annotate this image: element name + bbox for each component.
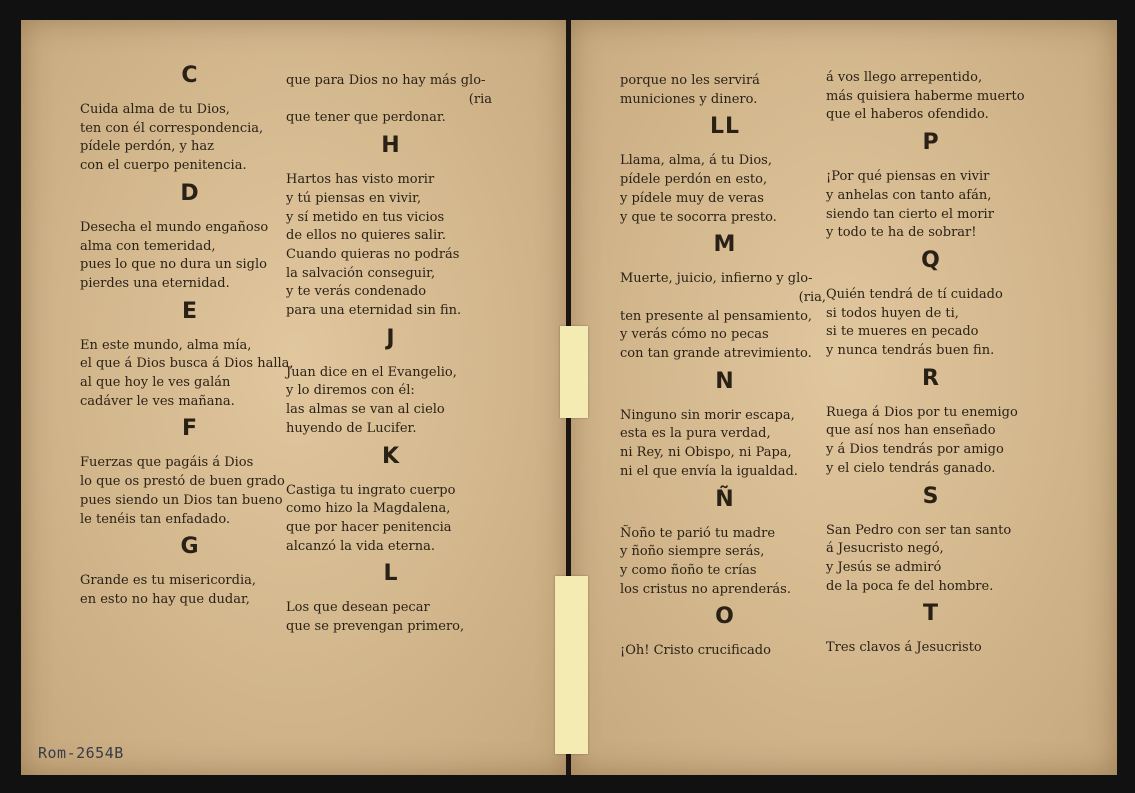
verse xyxy=(826,69,1036,125)
verse-line: Cuando quieras no podrás xyxy=(286,246,460,262)
verse-line: que el haberos ofendido. xyxy=(826,107,989,123)
verse-line: con el cuerpo penitencia. xyxy=(80,158,247,174)
verse-line: que para Dios no hay más glo- xyxy=(286,73,486,88)
verse xyxy=(620,152,830,227)
verse-line: y nunca tendrás buen fin. xyxy=(826,343,995,359)
right-column-1 xyxy=(620,72,830,661)
stanza-letter: N xyxy=(715,368,735,394)
verse-line: Juan dice en el Evangelio, xyxy=(286,364,457,380)
verse xyxy=(80,572,300,609)
verse-line: para una eternidad sin fin. xyxy=(286,303,462,319)
verse-line: las almas se van al cielo xyxy=(286,402,445,418)
verse-line: alma con temeridad, xyxy=(80,238,216,254)
verse-line: lo que os prestó de buen grado xyxy=(80,474,285,490)
verse-line: esta es la pura verdad, xyxy=(620,426,771,442)
verse-line: que se prevengan primero, xyxy=(286,619,465,635)
stanza-letter: E xyxy=(181,298,199,324)
verse-line: con tan grande atrevimiento. xyxy=(620,346,812,362)
verse-line: ten con él correspondencia, xyxy=(80,120,264,136)
verse xyxy=(620,642,830,661)
verse-line: y sí metido en tus vicios xyxy=(286,209,445,225)
verse-line: más quisiera haberme muerto xyxy=(826,88,1025,104)
tape-strip-top xyxy=(560,326,588,418)
verse-line: si todos huyen de ti, xyxy=(826,305,959,321)
verse-line: pues lo que no dura un siglo xyxy=(80,257,267,273)
verse-line: ni Rey, ni Obispo, ni Papa, xyxy=(620,445,792,461)
verse xyxy=(826,639,1036,658)
stanza-letter: M xyxy=(713,232,737,258)
verse-line: Grande es tu misericordia, xyxy=(80,573,257,589)
verse-line: en esto no hay que dudar, xyxy=(80,591,250,607)
verse-line: y ñoño siempre serás, xyxy=(620,544,765,560)
verse xyxy=(80,101,300,176)
verse xyxy=(826,286,1036,361)
verse-line: Ninguno sin morir escapa, xyxy=(620,407,795,423)
verse-line: San Pedro con ser tan santo xyxy=(826,522,1012,538)
verse-line: y verás cómo no pecas xyxy=(620,327,769,343)
verse xyxy=(286,482,496,557)
verse-line: á vos llego arrepentido, xyxy=(826,70,983,85)
verse-line: porque no les servirá xyxy=(620,73,760,88)
verse-line: alcanzó la vida eterna. xyxy=(286,538,435,554)
verse-line: si te mueres en pecado xyxy=(826,324,979,340)
verse-line: ¡Por qué piensas en vivir xyxy=(826,169,990,185)
verse-line: municiones y dinero. xyxy=(620,91,758,107)
verse-line: Quién tendrá de tí cuidado xyxy=(826,286,1003,302)
verse xyxy=(620,525,830,600)
verse xyxy=(826,168,1036,243)
verse-line: y como ñoño te crías xyxy=(620,562,757,578)
verse-line: al que hoy le ves galán xyxy=(80,375,231,391)
left-column-2 xyxy=(286,72,496,637)
verse xyxy=(826,404,1036,479)
verse-line: pídele perdón en esto, xyxy=(620,172,768,188)
verse-line: á Jesucristo negó, xyxy=(826,541,944,557)
stanza-letter: G xyxy=(180,534,200,560)
verse xyxy=(286,364,496,439)
verse-line: el que á Dios busca á Dios halla, xyxy=(80,356,294,372)
stanza-letter: F xyxy=(181,416,199,442)
verse-line: y el cielo tendrás ganado. xyxy=(826,460,996,476)
stanza-letter: K xyxy=(381,443,401,469)
verse xyxy=(620,72,830,109)
left-column-1 xyxy=(80,62,300,610)
verse-line: Cuida alma de tu Dios, xyxy=(80,102,230,117)
verse-line: (ria, xyxy=(798,289,826,305)
stanza-letter: T xyxy=(922,601,939,627)
verse xyxy=(80,219,300,294)
verse-line: que por hacer penitencia xyxy=(286,519,452,535)
verse-line: ten presente al pensamiento, xyxy=(620,308,813,324)
verse-line: y te verás condenado xyxy=(286,284,427,300)
verse-line: Tres clavos á Jesucristo xyxy=(826,640,982,656)
verse xyxy=(620,407,830,482)
stanza-letter: O xyxy=(715,604,735,630)
tape-strip-bottom xyxy=(555,576,588,754)
verse xyxy=(286,171,496,321)
verse-line: Llama, alma, á tu Dios, xyxy=(620,153,772,169)
stanza-letter: J xyxy=(386,325,396,351)
verse-line: de ellos no quieres salir. xyxy=(286,228,447,244)
verse xyxy=(286,72,496,128)
verse-line: y que te socorra presto. xyxy=(620,209,777,225)
verse-line: que tener que perdonar. xyxy=(286,110,446,126)
verse-line: de la poca fe del hombre. xyxy=(826,578,994,594)
verse-line: y á Dios tendrás por amigo xyxy=(826,442,1004,458)
verse-line: Muerte, juicio, infierno y glo- xyxy=(620,271,813,287)
verse-line: Ñoño te parió tu madre xyxy=(620,525,776,541)
verse xyxy=(80,337,300,412)
verse-line: ni el que envía la igualdad. xyxy=(620,463,798,479)
verse-line: pierdes una eternidad. xyxy=(80,275,230,291)
verse-line: (ria xyxy=(468,91,492,107)
verse-line: la salvación conseguir, xyxy=(286,265,436,281)
stanza-letter: C xyxy=(181,63,199,88)
right-column-2 xyxy=(826,69,1036,658)
verse-line: huyendo de Lucifer. xyxy=(286,420,417,436)
verse-line: los cristus no aprenderás. xyxy=(620,581,791,597)
verse-line: y todo te ha de sobrar! xyxy=(826,225,977,241)
verse-line: y lo diremos con él: xyxy=(286,383,415,399)
stanza-letter: LL xyxy=(709,114,741,140)
verse-line: y tú piensas en vivir, xyxy=(286,190,422,206)
verse-line: Fuerzas que pagáis á Dios xyxy=(80,455,254,471)
verse-line: Castiga tu ingrato cuerpo xyxy=(286,482,456,498)
verse-line: En este mundo, alma mía, xyxy=(80,337,252,353)
verse-line: y pídele muy de veras xyxy=(620,190,764,206)
verse-line: pídele perdón, y haz xyxy=(80,139,214,155)
verse-line: cadáver le ves mañana. xyxy=(80,393,235,409)
verse xyxy=(826,522,1036,597)
verse-line: y Jesús se admiró xyxy=(826,559,942,575)
stanza-letter: P xyxy=(922,130,940,156)
verse-line: ¡Oh! Cristo crucificado xyxy=(620,643,771,659)
stanza-letter: L xyxy=(383,561,399,587)
shelfmark: Rom-2654B xyxy=(38,744,124,762)
verse xyxy=(286,599,496,636)
verse-line: y anhelas con tanto afán, xyxy=(826,187,992,203)
verse-line: que así nos han enseñado xyxy=(826,423,996,439)
stanza-letter: S xyxy=(922,483,940,509)
stanza-letter: Ñ xyxy=(715,486,735,512)
verse-line: como hizo la Magdalena, xyxy=(286,501,451,517)
verse-line: le tenéis tan enfadado. xyxy=(80,511,231,527)
stanza-letter: R xyxy=(922,365,940,391)
verse-line: Hartos has visto morir xyxy=(286,172,435,188)
verse xyxy=(620,270,830,364)
stanza-letter: D xyxy=(180,180,200,206)
verse xyxy=(80,454,300,529)
verse-line: Desecha el mundo engañoso xyxy=(80,219,269,235)
verse-line: siendo tan cierto el morir xyxy=(826,206,994,222)
stanza-letter: Q xyxy=(921,247,941,273)
stanza-letter: H xyxy=(381,133,401,159)
verse-line: Ruega á Dios por tu enemigo xyxy=(826,404,1018,420)
verse-line: Los que desean pecar xyxy=(286,600,430,616)
verse-line: pues siendo un Dios tan bueno xyxy=(80,492,283,508)
